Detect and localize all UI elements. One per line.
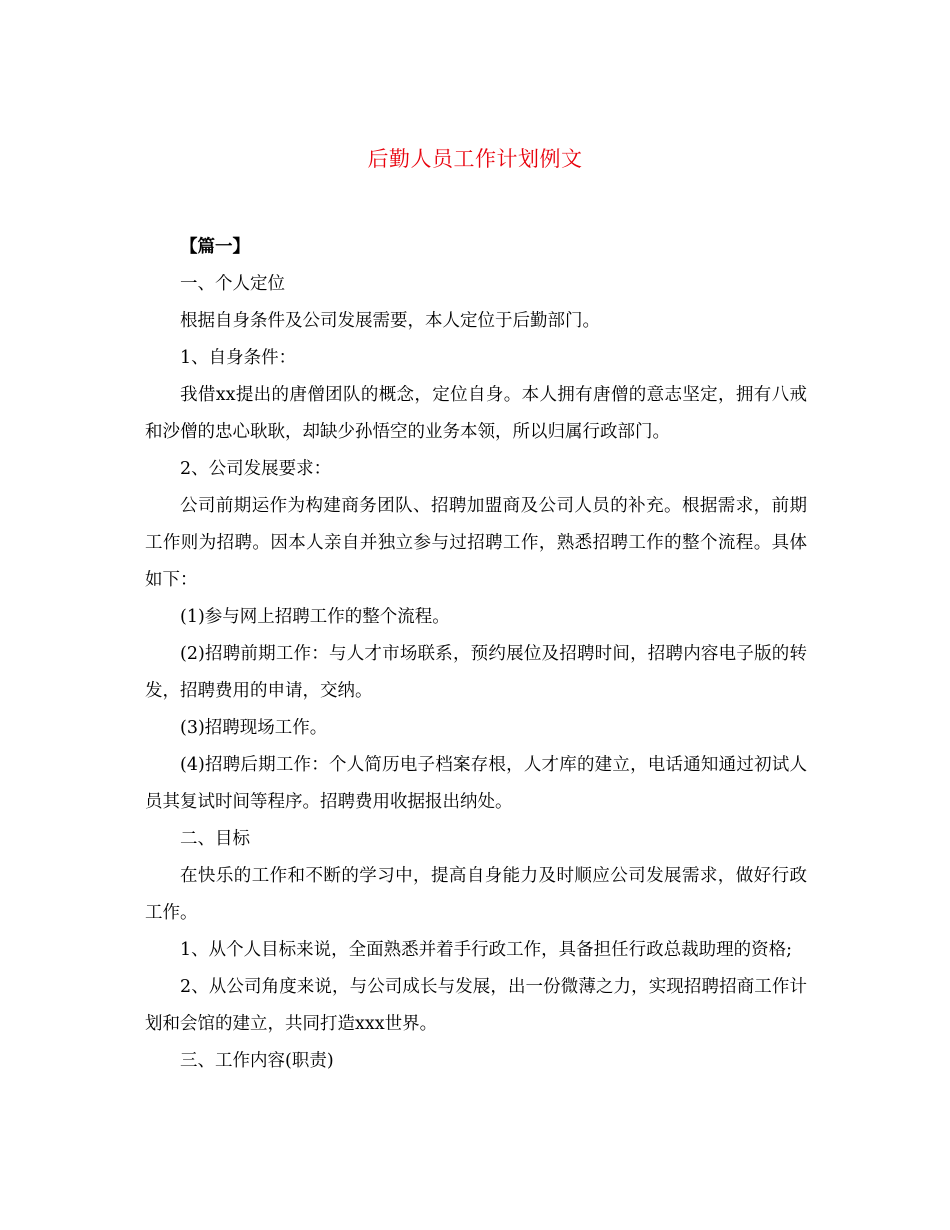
section-marker: 【篇一】 xyxy=(180,237,250,257)
document-title: 后勤人员工作计划例文 xyxy=(367,147,583,171)
section-heading: 二、目标 xyxy=(180,829,250,849)
paragraph: 2、从公司角度来说，与公司成长与发展，出一份微薄之力，实现招聘招商工作计划和会馆的建立，共同打造xxx世界。 xyxy=(145,977,807,1034)
paragraph: 根据自身条件及公司发展需要，本人定位于后勤部门。 xyxy=(180,311,600,331)
subheading: 2、公司发展要求： xyxy=(180,459,332,479)
paragraph: 我借xx提出的唐僧团队的概念，定位自身。本人拥有唐僧的意志坚定，拥有八戒和沙僧的忠心耿耿，却缺少孙悟空的业务本领，所以归属行政部门。 xyxy=(145,385,807,442)
paragraph: 公司前期运作为构建商务团队、招聘加盟商及公司人员的补充。根据需求，前期工作则为招聘。因本人亲自并独立参与过招聘工作，熟悉招聘工作的整个流程。具体如下： xyxy=(145,496,807,590)
section-heading: 三、工作内容(职责) xyxy=(180,1051,334,1071)
list-item: (4)招聘后期工作：个人简历电子档案存根，人才库的建立，电话通知通过初试人员其复试时间等程序。招聘费用收据报出纳处。 xyxy=(145,755,807,812)
document-body xyxy=(145,229,807,1080)
section-heading: 一、个人定位 xyxy=(180,274,285,294)
list-item: (2)招聘前期工作：与人才市场联系，预约展位及招聘时间，招聘内容电子版的转发，招聘费用的申请，交纳。 xyxy=(145,644,807,701)
list-item: (3)招聘现场工作。 xyxy=(180,718,328,738)
paragraph: 在快乐的工作和不断的学习中，提高自身能力及时顺应公司发展需求，做好行政工作。 xyxy=(145,866,807,923)
list-item: (1)参与网上招聘工作的整个流程。 xyxy=(180,607,450,627)
subheading: 1、自身条件： xyxy=(180,348,297,368)
paragraph: 1、从个人目标来说，全面熟悉并着手行政工作，具备担任行政总裁助理的资格; xyxy=(180,940,793,960)
